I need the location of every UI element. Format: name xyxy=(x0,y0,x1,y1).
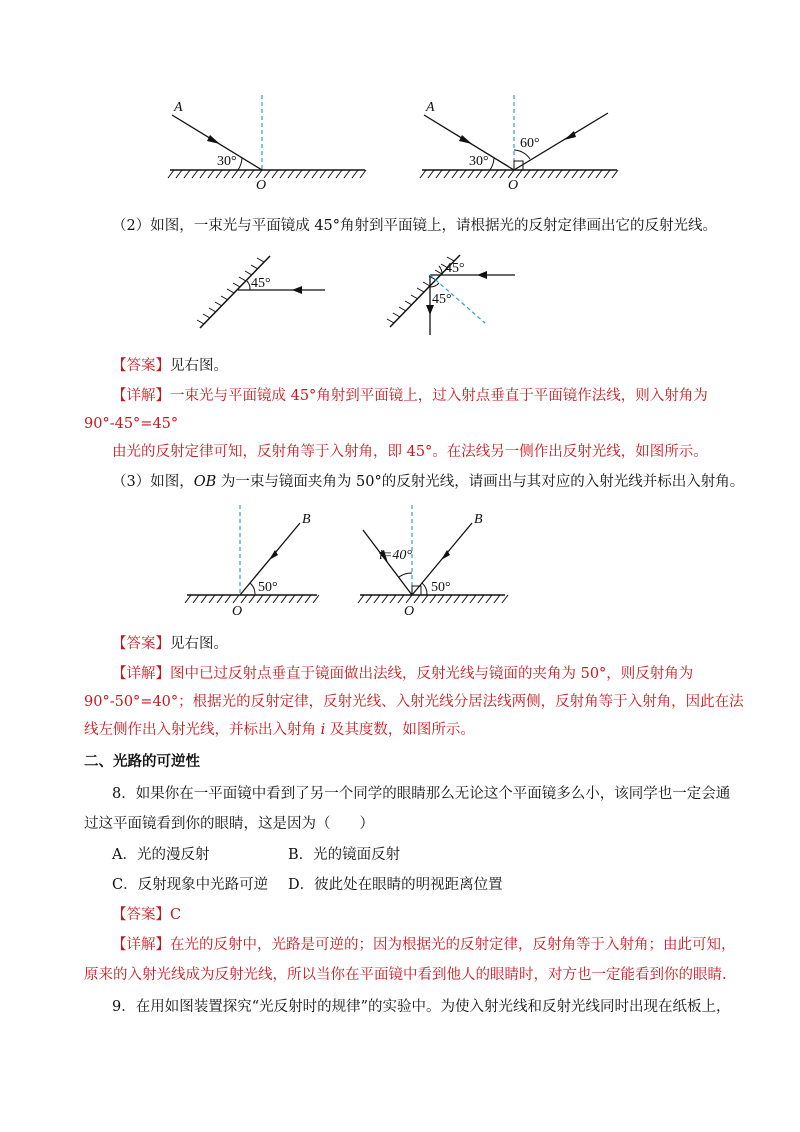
angle-label-30: 30° xyxy=(469,154,489,169)
question-9-line1: 9．在用如图装置探究“光反射时的规律”的实验中。为使入射光线和反射光线同时出现在纸板上， xyxy=(112,999,731,1015)
ray-label: B xyxy=(302,512,311,527)
figure-2a xyxy=(195,250,335,335)
detail-2-line3: 由光的反射定律可知，反射角等于入射角，即 45°。在法线另一侧作出反射光线，如图所示。 xyxy=(112,444,708,460)
point-label: O xyxy=(256,178,267,193)
point-label: O xyxy=(508,178,519,193)
detail-3-line1: 【详解】图中已过反射点垂直于镜面做出法线，反射光线与镜面的夹角为 50°，则反射角为 xyxy=(112,666,694,682)
angle-label-top: 45° xyxy=(445,261,465,276)
question-2-text: （2）如图，一束光与平面镜成 45°角射到平面镜上，请根据光的反射定律画出它的反射光线。 xyxy=(112,218,718,234)
figure-2b xyxy=(385,245,535,340)
figure-1a xyxy=(160,95,400,195)
ray-label: A xyxy=(426,100,435,115)
detail-8-line1: 【详解】在光的反射中，光路是可逆的；因为根据光的反射定律，反射角等于入射角；由此可知， xyxy=(112,937,736,953)
question-8-line2: 过这平面镜看到你的眼睛，这是因为（ ） xyxy=(84,816,374,832)
ray-label: A xyxy=(174,100,183,115)
point-label: O xyxy=(404,604,415,619)
detail-3-line3: 线左侧作出入射光线，并标出入射角 i 及其度数，如图所示。 xyxy=(84,722,475,738)
angle-label: 45° xyxy=(251,276,271,291)
option-c: C．反射现象中光路可逆 xyxy=(112,877,269,893)
figure-1b xyxy=(412,95,652,195)
answer-2: 【答案】见右图。 xyxy=(112,358,228,374)
figure-3a xyxy=(182,505,322,620)
option-a: A．光的漫反射 xyxy=(112,847,210,863)
incident-angle-label: i=40° xyxy=(379,548,412,563)
detail-2-line2: 90°-45°=45° xyxy=(84,416,179,432)
point-label: O xyxy=(232,604,243,619)
answer-8: 【答案】C xyxy=(112,907,182,923)
detail-8-line2: 原来的入射光线成为反射光线，所以当你在平面镜中看到他人的眼睛时，对方也一定能看到你的眼睛. xyxy=(84,967,727,983)
detail-2-line1: 【详解】一束光与平面镜成 45°角射到平面镜上，过入射点垂直于平面镜作法线，则入射角为 xyxy=(112,388,708,404)
question-3-text: （3）如图，OB 为一束与镜面夹角为 50°的反射光线，请画出与其对应的入射光线并标出入射角。 xyxy=(112,474,745,490)
angle-label: 50° xyxy=(431,580,451,595)
section-title: 二、光路的可逆性 xyxy=(84,753,200,770)
figure-3b xyxy=(355,505,515,620)
option-b: B．光的镜面反射 xyxy=(288,847,401,863)
option-d: D．彼此处在眼睛的明视距离位置 xyxy=(288,877,503,893)
question-8-line1: 8．如果你在一平面镜中看到了另一个同学的眼睛那么无论这个平面镜多么小，该同学也一定会通 xyxy=(112,786,731,802)
answer-3: 【答案】见右图。 xyxy=(112,636,228,652)
detail-3-line2: 90°-50°=40°；根据光的反射定律，反射光线、入射光线分居法线两侧，反射角等于入射角，因此在法 xyxy=(84,694,744,710)
ray-label: B xyxy=(474,512,483,527)
angle-label-60: 60° xyxy=(520,136,540,151)
angle-label: 50° xyxy=(258,580,278,595)
angle-label-bottom: 45° xyxy=(432,292,452,307)
angle-label: 30° xyxy=(217,154,237,169)
